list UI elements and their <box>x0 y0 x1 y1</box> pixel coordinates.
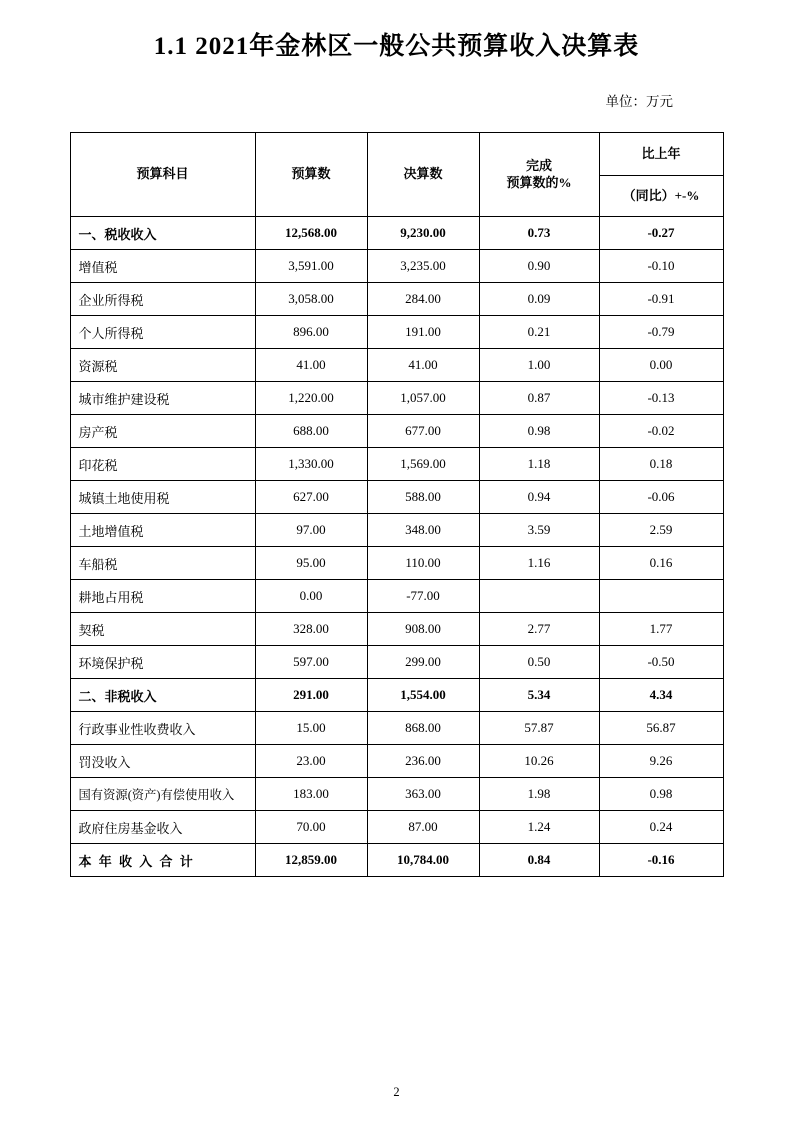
cell-rate: 5.34 <box>479 679 599 712</box>
table-row <box>70 745 723 778</box>
table-row <box>70 811 723 844</box>
cell-final: 868.00 <box>367 712 479 745</box>
cell-yoy: -0.10 <box>599 250 723 283</box>
row-label: 个人所得税 <box>70 316 255 349</box>
cell-yoy: -0.06 <box>599 481 723 514</box>
cell-final: 191.00 <box>367 316 479 349</box>
cell-budget: 328.00 <box>255 613 367 646</box>
row-label: 政府住房基金收入 <box>70 811 255 844</box>
cell-rate: 57.87 <box>479 712 599 745</box>
row-label: 土地增值税 <box>70 514 255 547</box>
table-row <box>70 712 723 745</box>
cell-final: 908.00 <box>367 613 479 646</box>
column-header-final: 决算数 <box>367 133 479 217</box>
cell-final: 588.00 <box>367 481 479 514</box>
cell-yoy: 0.18 <box>599 448 723 481</box>
cell-final: 87.00 <box>367 811 479 844</box>
cell-final: 110.00 <box>367 547 479 580</box>
cell-budget: 15.00 <box>255 712 367 745</box>
cell-rate: 0.94 <box>479 481 599 514</box>
cell-final: 1,554.00 <box>367 679 479 712</box>
table-row <box>70 217 723 250</box>
cell-rate: 0.09 <box>479 283 599 316</box>
row-label: 一、税收收入 <box>70 217 255 250</box>
row-label: 二、非税收入 <box>70 679 255 712</box>
cell-budget: 3,058.00 <box>255 283 367 316</box>
column-header-subject: 预算科目 <box>70 133 255 217</box>
cell-budget: 70.00 <box>255 811 367 844</box>
row-label: 城市维护建设税 <box>70 382 255 415</box>
cell-yoy: -0.27 <box>599 217 723 250</box>
cell-budget: 12,568.00 <box>255 217 367 250</box>
cell-rate: 2.77 <box>479 613 599 646</box>
cell-final: 1,057.00 <box>367 382 479 415</box>
row-label: 契税 <box>70 613 255 646</box>
column-header-completion-line1: 完成 <box>525 158 552 174</box>
cell-budget: 183.00 <box>255 778 367 811</box>
table-row <box>70 514 723 547</box>
column-header-budget: 预算数 <box>255 133 367 217</box>
budget-revenue-table <box>70 132 724 877</box>
row-label: 增值税 <box>70 250 255 283</box>
cell-yoy: -0.16 <box>599 844 723 877</box>
cell-final: 10,784.00 <box>367 844 479 877</box>
cell-rate: 1.98 <box>479 778 599 811</box>
cell-budget: 1,220.00 <box>255 382 367 415</box>
budget-table-container <box>0 132 793 877</box>
cell-final: 236.00 <box>367 745 479 778</box>
cell-yoy: 0.16 <box>599 547 723 580</box>
column-header-yoy-bottom: （同比）+-% <box>599 176 723 217</box>
cell-yoy: -0.79 <box>599 316 723 349</box>
table-row <box>70 646 723 679</box>
table-row <box>70 547 723 580</box>
row-label: 房产税 <box>70 415 255 448</box>
cell-rate: 0.90 <box>479 250 599 283</box>
table-row <box>70 679 723 712</box>
cell-budget: 0.00 <box>255 580 367 613</box>
cell-budget: 97.00 <box>255 514 367 547</box>
row-label: 印花税 <box>70 448 255 481</box>
cell-yoy: 56.87 <box>599 712 723 745</box>
table-row <box>70 349 723 382</box>
unit-note: 单位：万元 <box>605 94 673 109</box>
table-row <box>70 283 723 316</box>
row-label: 行政事业性收费收入 <box>70 712 255 745</box>
cell-yoy: 9.26 <box>599 745 723 778</box>
cell-final: 284.00 <box>367 283 479 316</box>
cell-rate: 1.16 <box>479 547 599 580</box>
table-header <box>70 133 723 217</box>
cell-yoy: 0.98 <box>599 778 723 811</box>
row-label: 城镇土地使用税 <box>70 481 255 514</box>
table-row <box>70 382 723 415</box>
row-label: 本 年 收 入 合 计 <box>70 844 255 877</box>
cell-rate: 0.50 <box>479 646 599 679</box>
table-row <box>70 481 723 514</box>
cell-rate: 0.98 <box>479 415 599 448</box>
row-label: 环境保护税 <box>70 646 255 679</box>
cell-rate: 3.59 <box>479 514 599 547</box>
cell-rate: 0.87 <box>479 382 599 415</box>
cell-yoy: 4.34 <box>599 679 723 712</box>
cell-rate: 1.24 <box>479 811 599 844</box>
cell-budget: 896.00 <box>255 316 367 349</box>
cell-final: 348.00 <box>367 514 479 547</box>
row-label: 企业所得税 <box>70 283 255 316</box>
table-row <box>70 580 723 613</box>
cell-budget: 291.00 <box>255 679 367 712</box>
cell-budget: 3,591.00 <box>255 250 367 283</box>
column-header-yoy-top: 比上年 <box>599 133 723 176</box>
cell-rate: 0.21 <box>479 316 599 349</box>
cell-final: 677.00 <box>367 415 479 448</box>
document-page <box>0 26 793 1148</box>
table-row <box>70 448 723 481</box>
cell-yoy: -0.13 <box>599 382 723 415</box>
table-row <box>70 613 723 646</box>
table-row <box>70 844 723 877</box>
page-title: 1.1 2021年金林区一般公共预算收入决算表 <box>153 33 640 60</box>
page-number: 2 <box>393 1085 400 1099</box>
cell-yoy: 0.00 <box>599 349 723 382</box>
cell-final: 1,569.00 <box>367 448 479 481</box>
cell-rate: 0.73 <box>479 217 599 250</box>
cell-yoy: -0.02 <box>599 415 723 448</box>
cell-budget: 1,330.00 <box>255 448 367 481</box>
table-row <box>70 778 723 811</box>
cell-rate: 1.00 <box>479 349 599 382</box>
cell-rate: 10.26 <box>479 745 599 778</box>
cell-final: 3,235.00 <box>367 250 479 283</box>
cell-budget: 12,859.00 <box>255 844 367 877</box>
cell-budget: 688.00 <box>255 415 367 448</box>
cell-yoy <box>599 580 723 613</box>
row-label: 车船税 <box>70 547 255 580</box>
cell-budget: 23.00 <box>255 745 367 778</box>
cell-budget: 41.00 <box>255 349 367 382</box>
cell-final: 9,230.00 <box>367 217 479 250</box>
cell-yoy: 1.77 <box>599 613 723 646</box>
cell-yoy: 2.59 <box>599 514 723 547</box>
cell-rate: 1.18 <box>479 448 599 481</box>
cell-budget: 627.00 <box>255 481 367 514</box>
cell-yoy: 0.24 <box>599 811 723 844</box>
cell-yoy: -0.50 <box>599 646 723 679</box>
cell-final: 41.00 <box>367 349 479 382</box>
cell-yoy: -0.91 <box>599 283 723 316</box>
cell-final: -77.00 <box>367 580 479 613</box>
table-header-row-1 <box>70 133 723 176</box>
cell-rate <box>479 580 599 613</box>
cell-rate: 0.84 <box>479 844 599 877</box>
row-label: 国有资源(资产)有偿使用收入 <box>70 778 255 811</box>
row-label: 资源税 <box>70 349 255 382</box>
column-header-completion-line2: 预算数的% <box>506 174 572 190</box>
cell-budget: 597.00 <box>255 646 367 679</box>
row-label: 罚没收入 <box>70 745 255 778</box>
column-header-completion <box>479 133 599 217</box>
cell-budget: 95.00 <box>255 547 367 580</box>
row-label: 耕地占用税 <box>70 580 255 613</box>
table-row <box>70 415 723 448</box>
table-row <box>70 250 723 283</box>
cell-final: 363.00 <box>367 778 479 811</box>
table-body <box>70 217 723 877</box>
cell-final: 299.00 <box>367 646 479 679</box>
table-row <box>70 316 723 349</box>
